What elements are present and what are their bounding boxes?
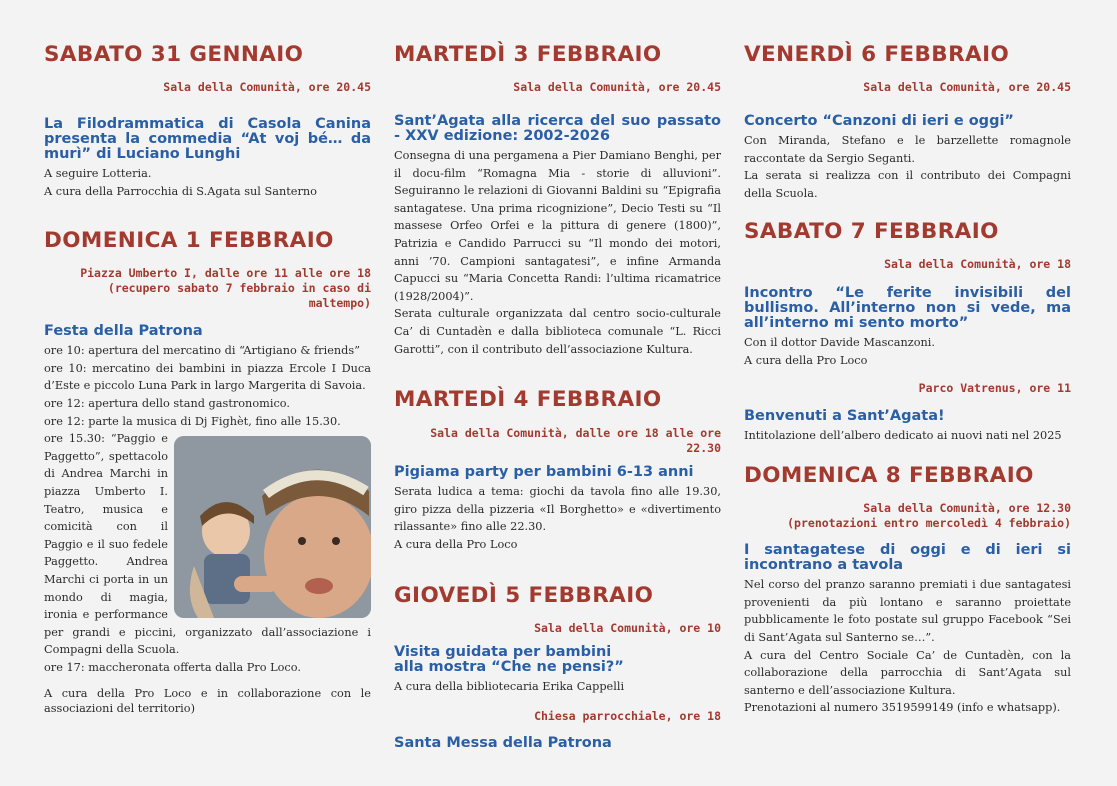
text-line: A cura della Pro Loco [744,353,868,367]
text-line: A cura della Parrocchia di S.Agata sul Santerno [44,184,317,198]
text-line: Nel corso del pranzo saranno premiati i due santagatesi provenienti da più lontano e saranno proiettate pubblicamente le foto postate sul gruppo Facebook “Sei di Sant’Agata sul Santerno se…”. [744,578,1071,644]
day-heading: SABATO 7 FEBBRAIO [744,219,999,245]
event-venue: Piazza Umberto I, dalle ore 11 alle ore 18 [80,266,371,281]
event-title: Incontro “Le ferite invisibili del bullismo. All’interno non si vede, ma all’interno mi sento morto” [744,285,1071,332]
event-venue-note: (recupero sabato 7 febbraio in caso di maltempo) [107,281,371,311]
text-line: Intitolazione dell’albero dedicato ai nuovi nati nel 2025 [744,428,1062,442]
text-line: ore 10: apertura del mercatino di “Artigiano & friends” [44,344,360,358]
event-venue: Sala della Comunità, ore 18 [884,257,1071,272]
event-title: La Filodrammatica di Casola Canina presenta la commedia “At voj bé… da murì” di Luciano Lunghi [44,116,371,162]
event-venue: Sala della Comunità, ore 20.45 [513,80,721,94]
event-title-line: alla mostra “Che ne pensi?” [394,658,624,675]
event-description [394,147,721,358]
event-footer: A cura della Pro Loco e in collaborazione con le associazioni del territorio) [44,687,371,715]
day-heading: SABATO 31 GENNAIO [44,42,304,67]
text-line: La serata si realizza con il contributo dei Compagni della Scuola. [744,169,1071,200]
text-line: Serata culturale organizzata dal centro socio-culturale Ca’ di Cuntadèn e dalla biblioteca comunale “L. Ricci Garotti”, con il contributo dell’associazione Kultura. [394,307,721,356]
text-line: ore 12: apertura dello stand gastronomico. [44,396,290,410]
day-heading: MARTEDÌ 3 FEBBRAIO [394,42,662,67]
day-heading: GIOVEDÌ 5 FEBBRAIO [394,582,654,608]
event-description [744,576,1071,717]
event-venue: Sala della Comunità, ore 12.30 [863,501,1071,516]
text-line: A seguire Lotteria. [44,167,152,180]
event-venue: Chiesa parrocchiale, ore 18 [534,709,721,724]
event-title-line: Visita guidata per bambini [394,643,612,660]
event-title: Sant’Agata alla ricerca del suo passato - XXV edizione: 2002-2026 [394,113,721,144]
event-venue: Parco Vatrenus, ore 11 [918,380,1071,395]
text-line: Con Miranda, Stefano e le barzellette romagnole raccontate da Sergio Seganti. [744,134,1071,165]
event-title [394,645,721,675]
event-venue: Sala della Comunità, ore 20.45 [163,80,371,94]
event-description [744,334,1071,369]
column-3 [744,42,1071,717]
column-1 [44,42,371,716]
event-title: Santa Messa della Patrona [394,735,612,752]
text-line: Prenotazioni al numero 3519599149 (info e whatsapp). [744,701,1061,715]
text-line: Serata ludica a tema: giochi da tavola fino alle 19.30, giro pizza della pizzeria «Il Borghetto» e «divertimento rilassante» fino alle 22.30. [394,485,721,534]
event-description [744,427,1071,445]
event-description [744,132,1071,202]
event-description [44,342,371,716]
text-line: A cura della bibliotecaria Erika Cappelli [394,679,625,693]
text-line: ore 10: mercatino dei bambini in piazza Ercole I Duca d’Este e piccolo Luna Park in largo Margerita di Savoia. [44,361,371,393]
column-2 [394,42,721,751]
event-venue-note: (prenotazioni entro mercoledì 4 febbraio) [787,516,1071,531]
text-line: ore 12: parte la musica di Dj Fighèt, fino alle 15.30. [44,414,341,428]
text-line: Consegna di una pergamena a Pier Damiano Benghi, per il docu-film “Romagna Mia - storie di alluvioni”. Seguiranno le relazioni di Giovanni Baldini su “Epigrafia santagatese. Una prima ricognizione”, Decio Testi su “Il massese Orfeo Orfei e la pittura di genere (1800)”, Patrizia e Candido Parrucci su “Il mondo dei motori, anni ’70. Campioni santagatesi”, e infine Armanda Capucci su “Maria Concetta Randi: l’ultima ricamatrice (1928/2004)”. [394,149,721,303]
event-title: Festa della Patrona [44,323,203,340]
text-line: ore 15.30: “Paggio e Paggetto”, spettacolo di Andrea Marchi in piazza Umberto I. Teatro, musica e comicità con il Paggio e il suo fedele Paggetto. Andrea Marchi ci porta in un mondo di magia, ironia e performance per grandi e piccini, organizzato dall’associazione i Compagni della Scuola. [44,432,371,657]
event-title: Benvenuti a Sant’Agata! [744,407,945,424]
day-heading: DOMENICA 8 FEBBRAIO [744,463,1034,489]
event-description [394,678,721,696]
event-description [394,483,721,553]
event-description [44,165,371,200]
text-line: A cura della Pro Loco [394,537,518,551]
event-title: Pigiama party per bambini 6-13 anni [394,464,694,481]
event-venue: Sala della Comunità, dalle ore 18 alle ore 22.30 [430,426,721,456]
event-venue: Sala della Comunità, ore 10 [534,620,721,635]
day-heading: VENERDÌ 6 FEBBRAIO [744,42,1010,67]
text-line: ore 17: maccheronata offerta dalla Pro Loco. [44,660,301,674]
text-line: Con il dottor Davide Mascanzoni. [744,336,935,350]
text-line: A cura del Centro Sociale Ca’ de Cuntadèn, con la collaborazione della parrocchia di Sant’Agata sul santerno e dell’associazione Kultura. [744,648,1071,697]
event-venue: Sala della Comunità, ore 20.45 [863,80,1071,94]
event-title: Concerto “Canzoni di ieri e oggi” [744,113,1014,129]
event-title: I santagatese di oggi e di ieri si incontrano a tavola [744,542,1071,574]
day-heading: MARTEDÌ 4 FEBBRAIO [394,387,662,413]
puppeteer-photo-illustration [174,436,371,618]
day-heading: DOMENICA 1 FEBBRAIO [44,228,334,254]
puppeteer-photo [174,436,371,618]
